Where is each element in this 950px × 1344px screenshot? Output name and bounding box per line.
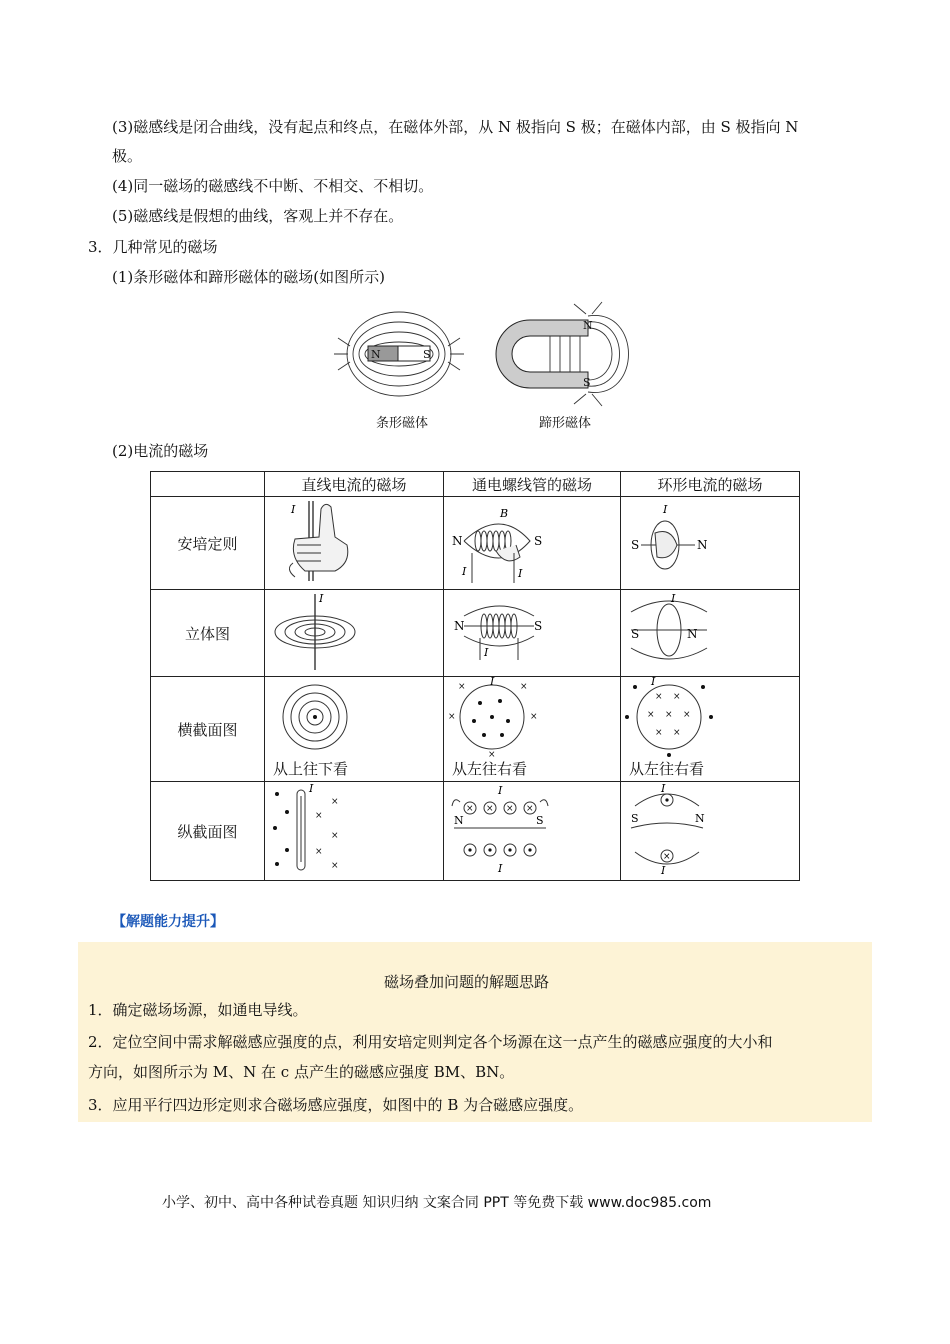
section-3-heading: 3．几种常见的磁场 [88,238,218,256]
solenoid-long-figure [444,782,620,876]
svg-text:I: I [518,567,523,580]
svg-text:×: × [315,811,323,821]
horseshoe-s-label: S [583,376,591,389]
svg-text:×: × [673,692,681,702]
svg-text:×: × [520,682,528,692]
svg-text:I: I [671,592,676,605]
svg-text:×: × [331,861,339,871]
current-field-table [150,471,800,881]
cell-solenoid-cross [444,677,621,782]
section-3-1: (1)条形磁体和蹄形磁体的磁场(如图所示) [112,268,385,286]
solenoid-n-label: N [452,534,463,548]
loop-long-figure [621,782,799,876]
loop-3d-figure [621,590,799,672]
svg-text:×: × [315,847,323,857]
svg-text:×: × [647,710,655,720]
caption-left-right-solenoid: 从左往右看 [452,760,528,778]
magnet-figure [330,298,650,434]
svg-text:I: I [462,565,467,578]
horseshoe-caption: 蹄形磁体 [539,416,592,431]
svg-text:I: I [498,784,503,797]
svg-text:N: N [687,627,698,641]
cell-loop-ampere [621,497,800,590]
cell-straight-long [265,782,444,881]
row-label-longitudinal: 纵截面图 [151,782,265,881]
paragraph-3a: (3)磁感线是闭合曲线，没有起点和终点，在磁体外部，从 N 极指向 S 极；在磁体内部，由 S 极指向 N [112,118,799,136]
cell-straight-3d [265,590,444,677]
svg-text:×: × [486,804,494,814]
solenoid-b-label: B [500,507,509,520]
row-label-cross-section: 横截面图 [151,677,265,782]
table-row [151,497,800,590]
row-label-3d: 立体图 [151,590,265,677]
svg-text:S: S [534,619,543,633]
svg-text:×: × [466,804,474,814]
header-solenoid: 通电螺线管的磁场 [444,472,621,497]
solenoid-s-label: S [534,534,543,548]
straight-long-figure [265,782,443,876]
straight-current-label: I [291,503,296,516]
table-header-row [151,472,800,497]
solenoid-cross-figure [444,677,620,759]
tip-item-3: 3．应用平行四边形定则求合磁场感应强度，如图中的 B 为合磁感应强度。 [88,1096,584,1114]
header-empty [151,472,265,497]
svg-text:S: S [631,627,640,641]
svg-text:×: × [663,852,671,862]
svg-text:×: × [673,728,681,738]
cell-loop-3d [621,590,800,677]
svg-text:N: N [454,619,465,633]
paragraph-3b: 极。 [112,147,143,165]
caption-left-right-loop: 从左往右看 [629,760,705,778]
row-label-ampere: 安培定则 [151,497,265,590]
svg-text:N: N [454,814,464,827]
straight-cross-figure [265,677,443,759]
tip-item-1: 1．确定磁场场源，如通电导线。 [88,1001,308,1019]
paragraph-5: (5)磁感线是假想的曲线，客观上并不存在。 [112,207,404,225]
svg-text:×: × [448,712,456,722]
svg-text:S: S [631,538,640,552]
hand-straight-wire-figure [265,497,443,585]
svg-text:N: N [697,538,708,552]
svg-text:I: I [309,782,314,795]
tip-box-title: 磁场叠加问题的解题思路 [384,973,550,991]
hand-solenoid-figure [444,497,620,585]
cell-loop-cross [621,677,800,782]
svg-text:×: × [488,750,496,759]
svg-text:N: N [695,812,705,825]
svg-text:×: × [683,710,691,720]
caption-top-down: 从上往下看 [273,760,349,778]
tip-item-2a: 2．定位空间中需求解磁感应强度的点，利用安培定则判定各个场源在这一点产生的磁感应强度的大小和 [88,1033,773,1051]
hand-loop-figure [621,497,799,585]
svg-text:I: I [484,646,489,659]
ability-heading: 【解题能力提升】 [112,914,224,930]
cell-straight-ampere [265,497,444,590]
bar-caption: 条形磁体 [376,416,429,431]
header-straight-wire: 直线电流的磁场 [265,472,444,497]
bar-n-label: N [371,348,381,361]
svg-text:×: × [655,692,663,702]
bar-s-label: S [423,348,431,361]
cell-loop-long [621,782,800,881]
paragraph-4: (4)同一磁场的磁感线不中断、不相交、不相切。 [112,177,434,195]
svg-text:S: S [631,812,639,825]
svg-text:×: × [458,682,466,692]
loop-cross-figure [621,677,799,759]
cell-solenoid-long [444,782,621,881]
table-row [151,677,800,782]
horseshoe-n-label: N [583,319,593,332]
svg-text:I: I [663,503,668,516]
svg-text:I: I [651,677,656,688]
svg-text:×: × [665,710,673,720]
svg-text:I: I [661,864,666,876]
svg-text:I: I [319,592,324,605]
cell-solenoid-ampere [444,497,621,590]
svg-text:I: I [498,862,503,875]
section-3-2: (2)电流的磁场 [112,442,209,460]
page-footer: 小学、初中、高中各种试卷真题 知识归纳 文案合同 PPT 等免费下载 www.doc985.com [162,1195,712,1211]
tip-item-2b: 方向，如图所示为 M、N 在 c 点产生的磁感应强度 BM、BN。 [88,1063,515,1081]
svg-text:×: × [526,804,534,814]
svg-text:×: × [530,712,538,722]
cell-solenoid-3d [444,590,621,677]
svg-text:×: × [655,728,663,738]
svg-text:I: I [661,782,666,795]
header-loop: 环形电流的磁场 [621,472,800,497]
horseshoe-magnet [496,320,588,388]
svg-text:I: I [490,677,495,688]
straight-wire-3d-figure [265,590,443,672]
svg-text:S: S [536,814,544,827]
svg-text:×: × [506,804,514,814]
table-row [151,590,800,677]
horseshoe-field [550,302,629,406]
table-row [151,782,800,881]
svg-text:×: × [331,831,339,841]
svg-text:×: × [331,797,339,807]
solenoid-3d-figure [444,590,620,672]
cell-straight-cross [265,677,444,782]
